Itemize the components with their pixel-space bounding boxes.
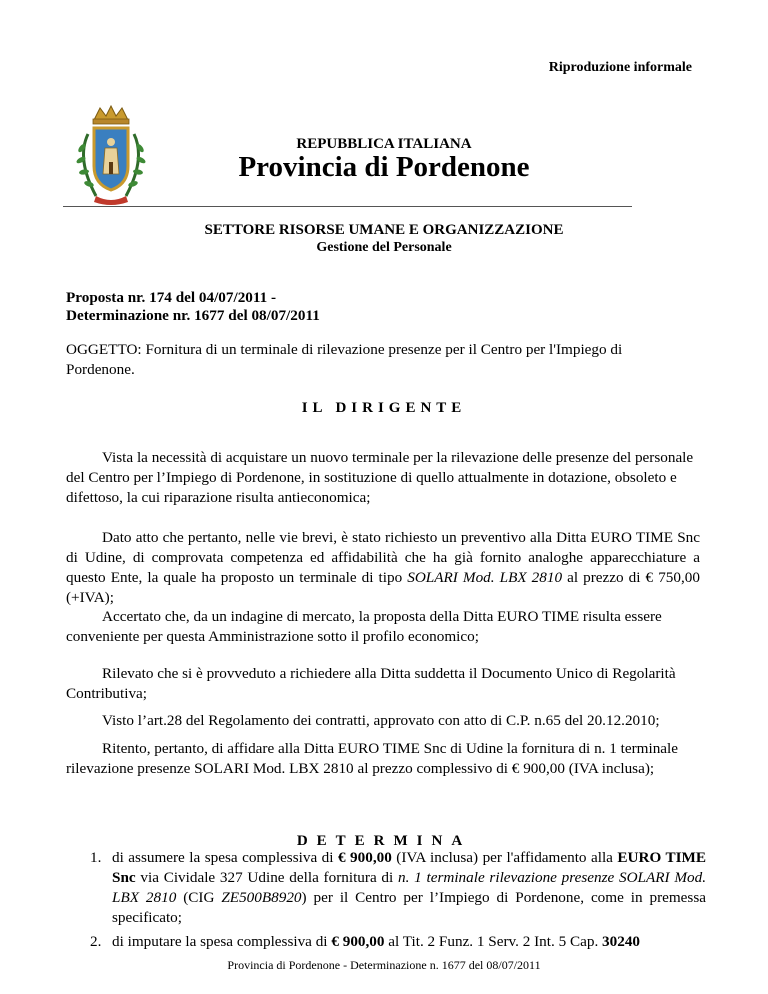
item1-text-e: ) per il Centro per l’Impiego di Pordenone, come in premessa specificato; <box>112 889 706 926</box>
paragraph-dato-atto-price: al prezzo di € 750,00 (+IVA); <box>66 569 700 606</box>
item1-company: EURO TIME Snc <box>112 849 706 886</box>
item2-chapter: 30240 <box>602 933 641 950</box>
list-item-number: 1. <box>90 849 102 866</box>
subject-label: OGGETTO: <box>66 341 142 358</box>
informal-reproduction-note: Riproduzione informale <box>548 60 692 75</box>
item2-amount: € 900,00 <box>331 933 385 950</box>
terminal-model: SOLARI Mod. LBX 2810 <box>407 569 563 586</box>
unit-heading: Gestione del Personale <box>316 240 452 255</box>
item2-text-a: di imputare la spesa complessiva di <box>112 933 332 950</box>
item1-supply: n. 1 terminale rilevazione presenze SOLARI Mod. LBX 2810 <box>112 869 706 906</box>
list-item <box>90 932 706 952</box>
page-footer: Provincia di Pordenone - Determinazione n. 1677 del 08/07/2011 <box>227 958 541 972</box>
paragraph-ritento: Ritento, pertanto, di affidare alla Ditta EURO TIME Snc di Udine la fornitura di n. 1 terminale rilevazione presenze SOLARI Mod. LBX 2810 al prezzo complessivo di € 900,00 (IVA inclusa); <box>66 740 678 777</box>
header-divider <box>63 206 632 207</box>
dirigente-heading: IL DIRIGENTE <box>301 400 467 416</box>
determination-reference: Determinazione nr. 1677 del 08/07/2011 <box>66 307 320 324</box>
paragraph-rilevato: Rilevato che si è provveduto a richiedere alla Ditta suddetta il Documento Unico di Regolarità Contributiva; <box>66 665 676 702</box>
proposal-reference: Proposta nr. 174 del 04/07/2011 - <box>66 289 277 306</box>
paragraph-visto: Visto l’art.28 del Regolamento dei contratti, approvato con atto di C.P. n.65 del 20.12.2010; <box>102 712 660 729</box>
item2-text-b: al Tit. 2 Funz. 1 Serv. 2 Int. 5 Cap. <box>384 933 603 950</box>
sector-heading: SETTORE RISORSE UMANE E ORGANIZZAZIONE <box>204 222 564 238</box>
list-item <box>90 848 706 928</box>
item1-text-c: via Cividale 327 Udine della fornitura di <box>135 869 398 886</box>
determina-heading: DETERMINA <box>296 833 472 849</box>
subject-text: Fornitura di un terminale di rilevazione presenze per il Centro per l'Impiego di Pordenone. <box>66 341 623 378</box>
republic-heading: REPUBBLICA ITALIANA <box>296 136 472 152</box>
paragraph-dato-atto-text: Dato atto che pertanto, nelle vie brevi, è stato richiesto un preventivo alla Ditta EURO TIME Snc di Udine, di comprovata competenza ed affidabilità che ha già fornito analoghe apparecchiature a questo Ente, la quale ha proposto un terminale di tipo <box>66 529 700 586</box>
item1-text-a: di assumere la spesa complessiva di <box>112 849 338 866</box>
paragraph-accertato: Accertato che, da un indagine di mercato, la proposta della Ditta EURO TIME risulta essere conveniente per questa Amministrazione sotto il profilo economico; <box>66 608 662 645</box>
paragraph-vista: Vista la necessità di acquistare un nuovo terminale per la rilevazione delle presenze del personale del Centro per l’Impiego di Pordenone, in sostituzione di quello attualmente in dotazione, obsoleto e difettoso, la cui riparazione risulta antieconomica; <box>66 449 694 506</box>
item1-amount: € 900,00 <box>337 849 392 866</box>
province-title: Provincia di Pordenone <box>238 151 530 183</box>
subject <box>66 340 656 380</box>
item1-text-b: (IVA inclusa) per l'affidamento alla <box>391 849 618 866</box>
paragraph-dato-atto <box>66 528 700 608</box>
list-item-number: 2. <box>90 933 102 950</box>
item1-text-d: (CIG <box>176 889 222 906</box>
item1-cig: ZE500B8920 <box>221 889 302 906</box>
